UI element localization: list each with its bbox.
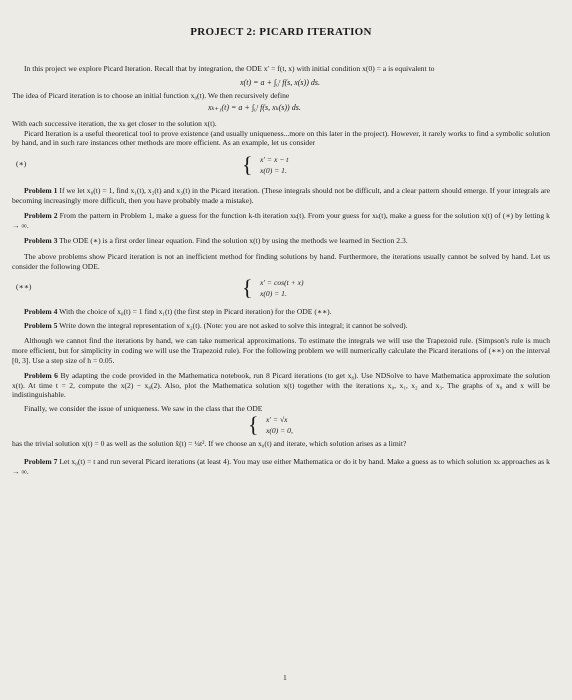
page-title: PROJECT 2: PICARD ITERATION bbox=[190, 26, 372, 38]
convergence-sentence: With each successive iteration, the xₖ get closer to the solution x(t). bbox=[12, 119, 217, 129]
problem-6-text: By adapting the code provided in the Mathematica notebook, run 8 Picard iterations (to get x₈). Use NDSolve to have Mathematica approximate the solution x(t). At time t = 2, compute the x(2) − x₈(2). Also, plot the Mathematica solution x(t) together with the iterations x₀, x₁, x₂ and x₃. The graphs of x₈ and x will be indistinguishable. bbox=[12, 371, 550, 400]
problem-3-text: The ODE (∗) is a first order linear equation. Find the solution x(t) by using the methods we learned in Section 2.3. bbox=[59, 236, 408, 246]
intro-paragraph: In this project we explore Picard Iteration. Recall that by integration, the ODE x′ = f(t, x) with initial condition x(0) = a is equivalent to bbox=[24, 64, 435, 73]
problem-3 bbox=[12, 236, 550, 246]
brace-symbol: { bbox=[242, 275, 253, 301]
problem-2-text: From the pattern in Problem 1, make a guess for the function k-th iteration xₖ(t). From your guess for xₖ(t), make a guess for the solution x(t) of (∗) by letting k → ∞. bbox=[12, 211, 550, 230]
system-1-label: (∗) bbox=[16, 158, 27, 168]
uniqueness-intro-paragraph: Finally, we consider the issue of uniqueness. We saw in the class that the ODE bbox=[24, 403, 263, 413]
trivial-solution-paragraph: has the trivial solution x(t) = 0 as well as the solution x̃(t) = ¼t². If we choose an x₀(t) and iterate, which solution arises as a limit? bbox=[12, 439, 407, 449]
recursive-equation: xₖ₊₁(t) = a + ∫₀ᵗ f(s, xₖ(s)) ds. bbox=[208, 103, 301, 113]
picard-usefulness-paragraph: Picard Iteration is a useful theoretical tool to prove existence (and usually uniqueness...more on this later in the project). However, it rarely works to find a symbolic solution by hand, and in such rare instances other methods are more efficient. As an example, let us consider bbox=[12, 128, 550, 148]
problem-4-text: With the choice of x₀(t) = 1 find x₁(t) (the first step in Picard iteration) for the ODE (∗∗). bbox=[59, 307, 332, 317]
system-1-initial-condition: x(0) = 1. bbox=[260, 165, 287, 175]
problem-3-label: Problem 3 bbox=[24, 236, 58, 246]
system-2-label: (∗∗) bbox=[16, 282, 32, 292]
picard-idea-paragraph: The idea of Picard iteration is to choose an initial function x₀(t). We then recursively define bbox=[12, 90, 290, 100]
problem-6 bbox=[12, 371, 550, 400]
ode-system-2 bbox=[12, 275, 550, 303]
system-1-equation: x′ = x − t bbox=[260, 154, 289, 164]
system-3-equation: x′ = √x bbox=[266, 415, 288, 425]
problem-7-label: Problem 7 bbox=[24, 457, 58, 467]
system-3-initial-condition: x(0) = 0, bbox=[266, 426, 293, 436]
problem-5 bbox=[12, 321, 550, 331]
integral-equation: x(t) = a + ∫₀ᵗ f(s, x(s)) ds. bbox=[240, 77, 320, 87]
problem-5-text: Write down the integral representation of x₂(t). (Note: you are not asked to solve this integral; it cannot be solved). bbox=[59, 320, 408, 330]
inefficiency-paragraph: The above problems show Picard iteration is not an inefficient method for finding solutions by hand. Furthermore, the iterations usually cannot be solved by hand. Let us consider the following ODE. bbox=[12, 251, 550, 271]
system-2-equation: x′ = cos(t + x) bbox=[260, 278, 304, 288]
problem-4 bbox=[12, 307, 550, 317]
ode-system-3 bbox=[12, 413, 550, 439]
problem-7-text: Let x₀(t) = t and run several Picard iterations (at least 4). You may use either Mathematica or do it by hand. Make a guess as to which solution xₖ approaches as k → ∞. bbox=[12, 457, 550, 476]
brace-symbol: { bbox=[248, 412, 259, 438]
problem-1-label: Problem 1 bbox=[24, 185, 58, 195]
problem-7 bbox=[12, 457, 550, 476]
problem-5-label: Problem 5 bbox=[24, 320, 58, 330]
brace-symbol: { bbox=[242, 151, 253, 177]
system-2-initial-condition: x(0) = 1. bbox=[260, 289, 287, 299]
problem-6-label: Problem 6 bbox=[24, 371, 58, 381]
problem-4-label: Problem 4 bbox=[24, 307, 58, 317]
ode-system-1 bbox=[12, 152, 550, 180]
problem-2-label: Problem 2 bbox=[24, 211, 58, 221]
problem-2 bbox=[12, 211, 550, 230]
numerical-approximation-paragraph: Although we cannot find the iterations by hand, we can take numerical approximations. To estimate the integrals we will use the Trapezoid rule. (Simpson's rule is much more efficient, but for simplicity in coding we will use the Trapezoid rule). For the following problem we will numerically calculate the Picard iterations of (∗∗) on the interval [0, 3]. Use a step size of h = 0.05. bbox=[12, 336, 550, 365]
page-number: 1 bbox=[283, 673, 287, 682]
problem-1 bbox=[12, 186, 550, 205]
problem-1-text: If we let x₀(t) = 1, find x₁(t), x₂(t) and x₃(t) in the Picard iteration. (These integrals should not be difficult, and a clear pattern should emerge. If your integrals are becoming increasingly more difficult, then you have probably made a mistake). bbox=[12, 185, 550, 205]
